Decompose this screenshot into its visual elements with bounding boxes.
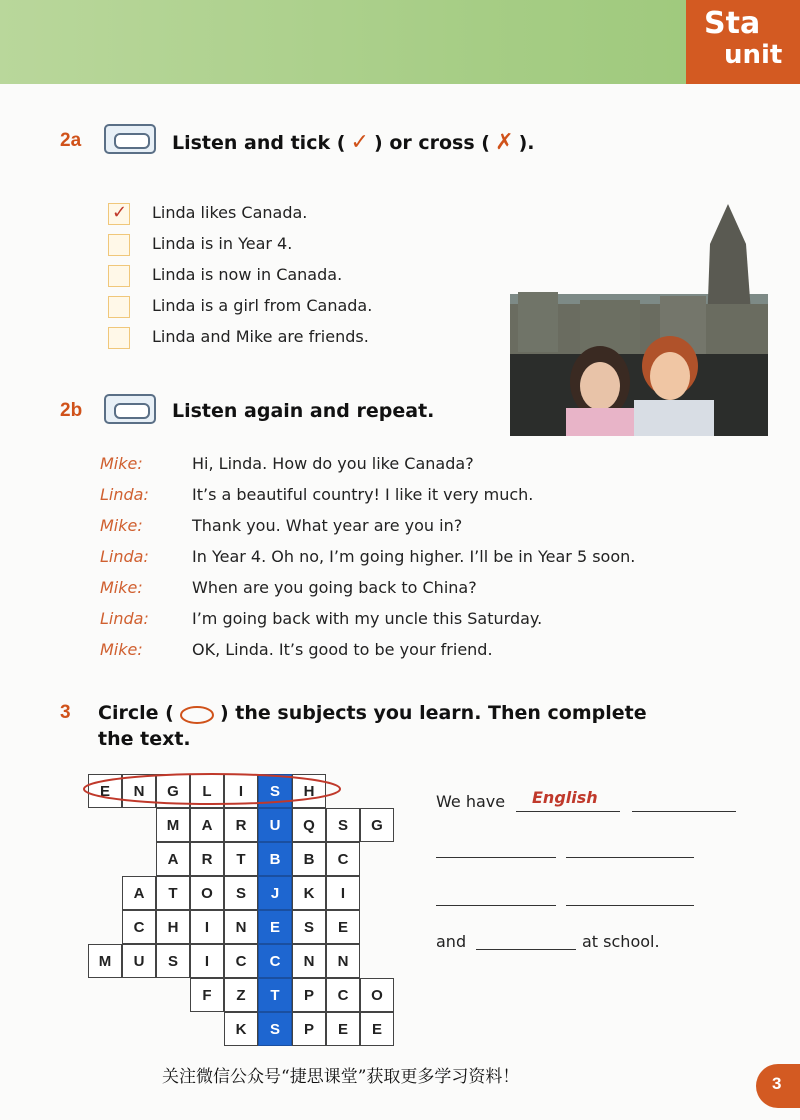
answer-blank[interactable]: [516, 810, 620, 812]
page-number: 3: [772, 1074, 782, 1093]
answer-blank[interactable]: [436, 856, 556, 858]
grid-cell[interactable]: A: [190, 808, 224, 842]
grid-cell[interactable]: L: [190, 774, 224, 808]
grid-cell[interactable]: M: [156, 808, 190, 842]
cassette-icon: [104, 124, 156, 154]
statement-text: Linda is in Year 4.: [152, 234, 293, 253]
list-item: [108, 294, 408, 318]
list-item: [108, 232, 408, 256]
grid-cell[interactable]: F: [190, 978, 224, 1012]
grid-cell[interactable]: N: [224, 910, 258, 944]
grid-cell[interactable]: P: [292, 1012, 326, 1046]
list-item: [108, 201, 408, 225]
grid-cell[interactable]: C: [326, 978, 360, 1012]
cross-mark-icon: ✗: [495, 130, 514, 155]
grid-cell[interactable]: K: [224, 1012, 258, 1046]
grid-cell[interactable]: S: [258, 1012, 292, 1046]
section-2a-number: 2a: [60, 130, 82, 151]
photo-canada-parliament: [510, 204, 768, 436]
grid-cell[interactable]: A: [122, 876, 156, 910]
section-3-number: 3: [60, 702, 71, 723]
grid-cell[interactable]: H: [156, 910, 190, 944]
grid-cell[interactable]: O: [360, 978, 394, 1012]
grid-cell[interactable]: I: [326, 876, 360, 910]
grid-cell[interactable]: N: [292, 944, 326, 978]
grid-cell[interactable]: H: [292, 774, 326, 808]
statement-text: Linda is now in Canada.: [152, 265, 343, 284]
grid-cell[interactable]: I: [224, 774, 258, 808]
statement-text: Linda and Mike are friends.: [152, 327, 369, 346]
dialogue-line: [192, 547, 635, 566]
grid-cell[interactable]: E: [88, 774, 122, 808]
line-text: When are you going back to China?: [192, 578, 477, 597]
grid-cell[interactable]: Q: [292, 808, 326, 842]
check-mark-icon: ✓: [112, 202, 128, 223]
line-text: Hi, Linda. How do you like Canada?: [192, 454, 474, 473]
grid-cell[interactable]: N: [122, 774, 156, 808]
grid-cell[interactable]: E: [326, 910, 360, 944]
speaker: Linda:: [100, 485, 149, 504]
grid-cell[interactable]: S: [258, 774, 292, 808]
grid-cell[interactable]: U: [258, 808, 292, 842]
dialogue-line: [192, 516, 462, 535]
dialogue-line: [192, 640, 493, 659]
grid-cell[interactable]: I: [190, 910, 224, 944]
and-text: and: [436, 932, 467, 951]
speaker: Mike:: [100, 640, 143, 659]
statement-text: Linda likes Canada.: [152, 203, 308, 222]
we-have-text: We have: [436, 792, 506, 811]
unit-tab: [686, 0, 800, 84]
line-text: I’m going back with my uncle this Saturday.: [192, 609, 543, 628]
answer-checkbox[interactable]: [108, 265, 130, 287]
grid-cell[interactable]: A: [156, 842, 190, 876]
answer-checkbox[interactable]: [108, 234, 130, 256]
speaker: Linda:: [100, 609, 149, 628]
answer-checkbox[interactable]: [108, 203, 130, 225]
grid-cell[interactable]: C: [258, 944, 292, 978]
grid-cell[interactable]: E: [326, 1012, 360, 1046]
grid-cell[interactable]: T: [156, 876, 190, 910]
speaker: Mike:: [100, 516, 143, 535]
grid-cell[interactable]: E: [360, 1012, 394, 1046]
grid-cell[interactable]: K: [292, 876, 326, 910]
unit-tab-line2: unit: [724, 40, 783, 70]
list-item: [108, 325, 408, 349]
grid-cell[interactable]: E: [258, 910, 292, 944]
speaker: Linda:: [100, 547, 149, 566]
statement-text: Linda is a girl from Canada.: [152, 296, 373, 315]
list-item: [108, 263, 408, 287]
grid-cell[interactable]: G: [360, 808, 394, 842]
grid-cell[interactable]: R: [224, 808, 258, 842]
circle-oval-icon: [179, 705, 215, 725]
grid-cell[interactable]: O: [190, 876, 224, 910]
grid-cell[interactable]: S: [292, 910, 326, 944]
grid-cell[interactable]: M: [88, 944, 122, 978]
page-number-badge: [756, 1064, 800, 1108]
grid-cell[interactable]: I: [190, 944, 224, 978]
section-3-title-line2: the text.: [98, 728, 191, 750]
line-text: It’s a beautiful country! I like it very much.: [192, 485, 534, 504]
dialogue-line: [192, 485, 533, 504]
line-text: OK, Linda. It’s good to be your friend.: [192, 640, 493, 659]
answer-english: English: [532, 788, 598, 807]
answer-blank[interactable]: [566, 856, 694, 858]
grid-cell[interactable]: T: [258, 978, 292, 1012]
answer-blank[interactable]: [436, 904, 556, 906]
line-text: Thank you. What year are you in?: [192, 516, 463, 535]
line-text: In Year 4. Oh no, I’m going higher. I’ll be in Year 5 soon.: [192, 547, 636, 566]
dialogue-line: [192, 609, 542, 628]
grid-cell[interactable]: G: [156, 774, 190, 808]
answer-blank[interactable]: [476, 948, 576, 950]
dialogue-line: [192, 578, 477, 597]
answer-checkbox[interactable]: [108, 296, 130, 318]
dialogue-line: [192, 454, 474, 473]
footer-note: 关注微信公众号“捷思课堂”获取更多学习资料！: [162, 1067, 520, 1087]
answer-checkbox[interactable]: [108, 327, 130, 349]
top-banner: [0, 0, 800, 84]
title-part: Listen and tick (: [172, 132, 346, 154]
grid-cell[interactable]: N: [326, 944, 360, 978]
dialogue: [100, 454, 700, 670]
grid-cell[interactable]: B: [292, 842, 326, 876]
title-part: ) or cross (: [374, 132, 490, 154]
grid-cell[interactable]: U: [122, 944, 156, 978]
grid-cell[interactable]: C: [224, 944, 258, 978]
answer-blank[interactable]: [566, 904, 694, 906]
tick-mark-icon: ✓: [350, 130, 369, 155]
grid-cell[interactable]: R: [190, 842, 224, 876]
dialogue-row: [100, 454, 143, 473]
speaker: Mike:: [100, 578, 143, 597]
grid-cell[interactable]: S: [156, 944, 190, 978]
grid-cell[interactable]: S: [326, 808, 360, 842]
section-2b-title: Listen again and repeat.: [172, 400, 435, 422]
section-3-title: [98, 702, 647, 725]
grid-cell[interactable]: B: [258, 842, 292, 876]
cassette-icon: [104, 394, 156, 424]
title-part: Circle (: [98, 702, 174, 724]
english-answer-oval: [80, 770, 344, 808]
section-2a-title: [172, 130, 535, 155]
grid-cell[interactable]: C: [122, 910, 156, 944]
answer-blank[interactable]: [632, 810, 736, 812]
grid-cell[interactable]: J: [258, 876, 292, 910]
grid-cell[interactable]: Z: [224, 978, 258, 1012]
title-part: ) the subjects you learn. Then complete: [219, 702, 647, 724]
grid-cell[interactable]: T: [224, 842, 258, 876]
grid-cell[interactable]: S: [224, 876, 258, 910]
at-school-text: at school.: [582, 932, 660, 951]
title-part: ).: [518, 132, 535, 154]
unit-tab-line1: Sta: [704, 6, 761, 41]
grid-cell[interactable]: P: [292, 978, 326, 1012]
speaker: Mike:: [100, 454, 143, 473]
section-2b-number: 2b: [60, 400, 83, 421]
grid-cell[interactable]: C: [326, 842, 360, 876]
